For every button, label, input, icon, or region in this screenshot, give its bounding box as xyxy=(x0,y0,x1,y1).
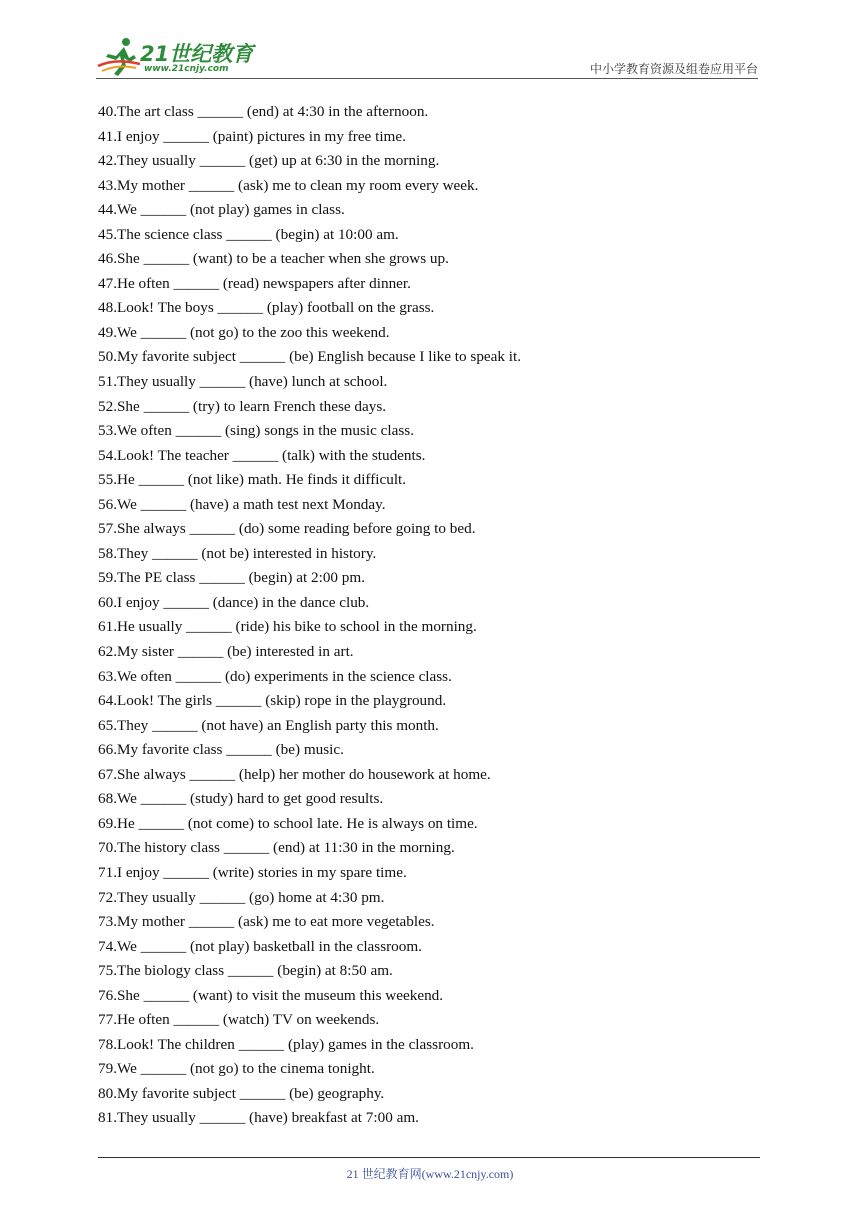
runner-logo-icon xyxy=(96,36,142,78)
footer-divider xyxy=(98,1157,760,1158)
exercise-line: 54.Look! The teacher ______ (talk) with the students. xyxy=(98,446,426,464)
exercise-line: 79.We ______ (not go) to the cinema tonight. xyxy=(98,1060,375,1078)
exercise-line: 48.Look! The boys ______ (play) football on the grass. xyxy=(98,299,435,317)
logo-url: www.21cnjy.com xyxy=(144,64,229,74)
exercise-line: 42.They usually ______ (get) up at 6:30 in the morning. xyxy=(98,152,440,170)
exercise-line: 72.They usually ______ (go) home at 4:30 pm. xyxy=(98,888,385,906)
exercise-line: 44.We ______ (not play) games in class. xyxy=(98,201,345,219)
exercise-line: 68.We ______ (study) hard to get good results. xyxy=(98,790,384,808)
exercise-list xyxy=(98,101,758,1132)
exercise-line: 50.My favorite subject ______ (be) English because I like to speak it. xyxy=(98,348,522,366)
page-header xyxy=(96,36,758,78)
exercise-line: 53.We often ______ (sing) songs in the music class. xyxy=(98,422,414,440)
exercise-line: 80.My favorite subject ______ (be) geography. xyxy=(98,1084,385,1102)
logo-text: 21世纪教育 xyxy=(140,42,254,66)
exercise-line: 47.He often ______ (read) newspapers after dinner. xyxy=(98,274,411,292)
exercise-line: 78.Look! The children ______ (play) games in the classroom. xyxy=(98,1035,474,1053)
exercise-line: 56.We ______ (have) a math test next Monday. xyxy=(98,495,386,513)
exercise-line: 81.They usually ______ (have) breakfast at 7:00 am. xyxy=(98,1109,419,1127)
logo xyxy=(96,36,266,78)
exercise-line: 52.She ______ (try) to learn French these days. xyxy=(98,397,387,415)
exercise-line: 40.The art class ______ (end) at 4:30 in the afternoon. xyxy=(98,103,429,120)
exercise-line: 51.They usually ______ (have) lunch at school. xyxy=(98,373,388,391)
exercise-line: 65.They ______ (not have) an English party this month. xyxy=(98,716,439,734)
exercise-line: 64.Look! The girls ______ (skip) rope in the playground. xyxy=(98,692,447,710)
exercise-line: 66.My favorite class ______ (be) music. xyxy=(98,741,344,759)
exercise-line: 74.We ______ (not play) basketball in the classroom. xyxy=(98,937,422,955)
exercise-line: 49.We ______ (not go) to the zoo this weekend. xyxy=(98,323,390,341)
exercise-line: 69.He ______ (not come) to school late. He is always on time. xyxy=(98,814,478,832)
exercise-line: 62.My sister ______ (be) interested in art. xyxy=(98,643,354,661)
page-footer: 21 世纪教育网(www.21cnjy.com) xyxy=(346,1167,514,1181)
exercise-line: 77.He often ______ (watch) TV on weekends. xyxy=(98,1011,380,1029)
exercise-line: 55.He ______ (not like) math. He finds it difficult. xyxy=(98,471,407,489)
exercise-line: 70.The history class ______ (end) at 11:30 in the morning. xyxy=(98,839,455,857)
exercise-line: 75.The biology class ______ (begin) at 8:50 am. xyxy=(98,962,393,980)
exercise-line: 58.They ______ (not be) interested in history. xyxy=(98,544,377,562)
exercise-line: 59.The PE class ______ (begin) at 2:00 pm. xyxy=(98,569,366,587)
exercise-line: 73.My mother ______ (ask) me to eat more vegetables. xyxy=(98,913,435,931)
exercise-line: 46.She ______ (want) to be a teacher when she grows up. xyxy=(98,250,449,268)
header-divider xyxy=(96,78,758,79)
exercise-line: 61.He usually ______ (ride) his bike to school in the morning. xyxy=(98,618,477,636)
exercise-line: 60.I enjoy ______ (dance) in the dance club. xyxy=(98,593,370,611)
header-slogan: 中小学教育资源及组卷应用平台 xyxy=(589,62,758,76)
exercise-line: 57.She always ______ (do) some reading before going to bed. xyxy=(98,520,476,538)
exercise-line: 76.She ______ (want) to visit the museum this weekend. xyxy=(98,986,444,1004)
exercise-line: 67.She always ______ (help) her mother do housework at home. xyxy=(98,765,491,783)
exercise-line: 63.We often ______ (do) experiments in the science class. xyxy=(98,667,452,685)
exercise-line: 71.I enjoy ______ (write) stories in my spare time. xyxy=(98,863,407,881)
exercise-line: 43.My mother ______ (ask) me to clean my room every week. xyxy=(98,176,479,194)
exercise-line: 41.I enjoy ______ (paint) pictures in my free time. xyxy=(98,127,406,145)
exercise-line: 45.The science class ______ (begin) at 10:00 am. xyxy=(98,225,399,243)
